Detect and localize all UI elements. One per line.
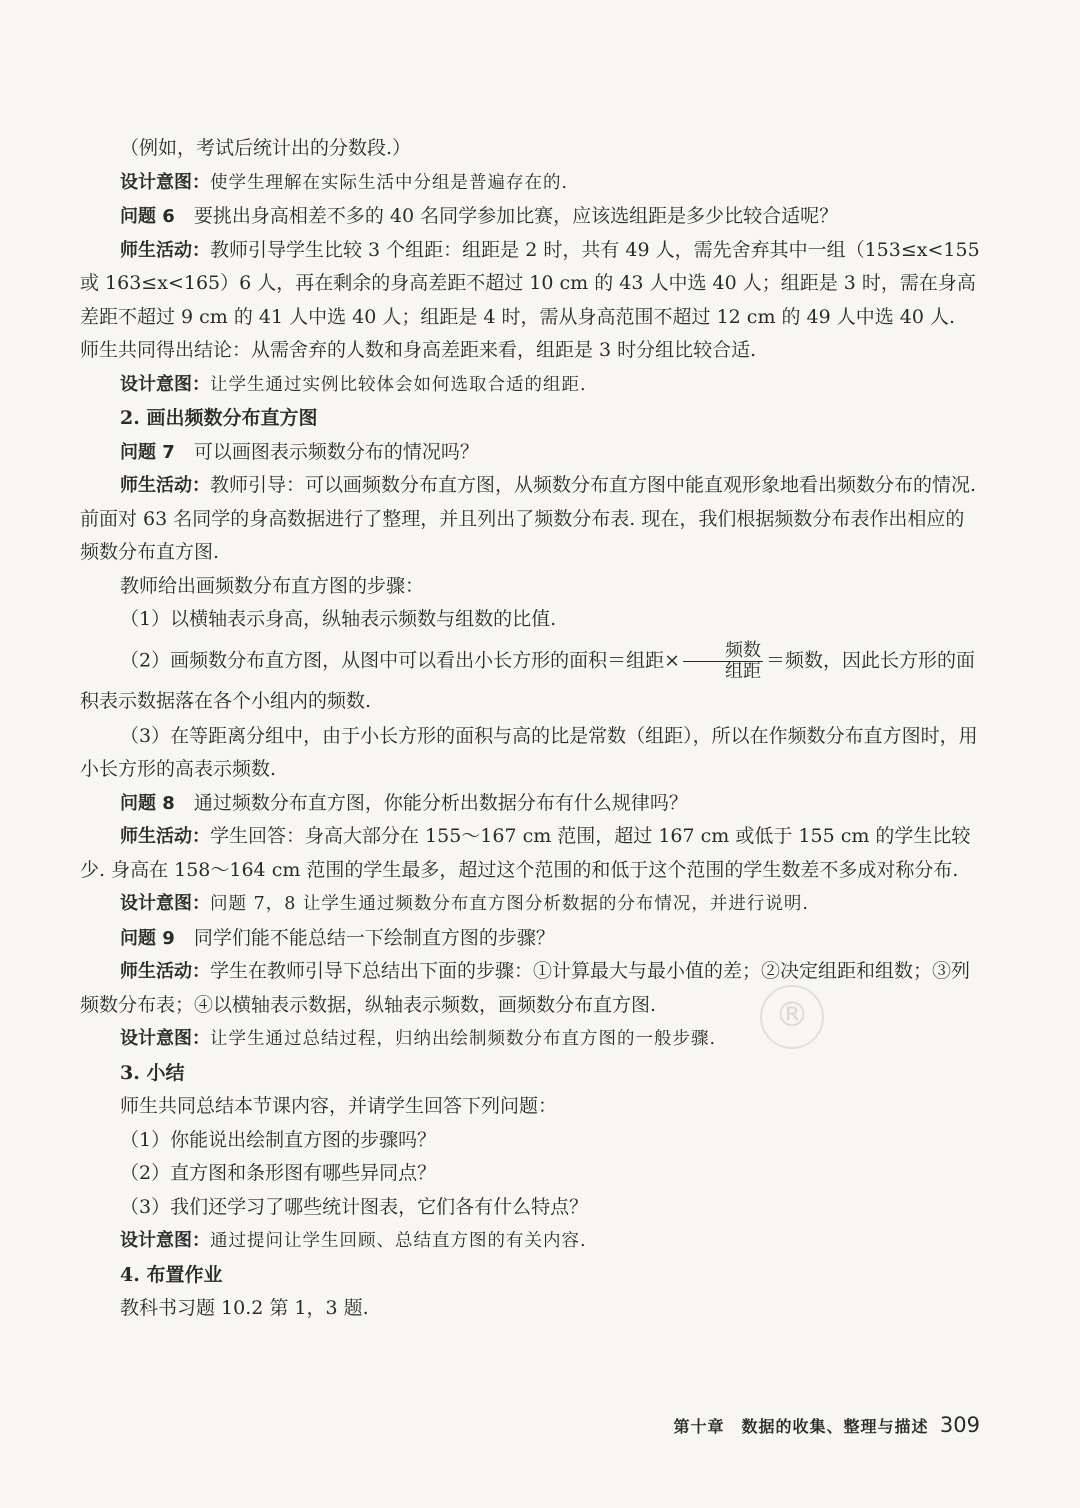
label: 师生活动： [120, 475, 210, 496]
section-heading: 2. 画出频数分布直方图 [120, 407, 318, 429]
text: （例如，考试后统计出的分数段.） [120, 137, 412, 159]
label: 师生活动： [120, 961, 210, 982]
label: 师生活动： [120, 826, 210, 847]
step-3: （3）在等距离分组中，由于小长方形的面积与高的比是常数（组距），所以在作频数分布直方图时，用小长方形的高表示频数. [80, 724, 978, 780]
text: 可以画图表示频数分布的情况吗？ [193, 440, 479, 463]
question-7 [80, 436, 980, 470]
paragraph: 教师给出画频数分布直方图的步骤： [120, 574, 425, 597]
text: ＝频数，因此长方形的面积表示数据落在各个小组内的频数. [80, 649, 976, 712]
label: 设计意图： [120, 1230, 210, 1251]
fraction-numerator: 频数 [683, 641, 763, 662]
design-intent [80, 1224, 980, 1259]
label: 问题 6 [120, 206, 175, 227]
text: 问题 7，8 让学生通过频数分布直方图分析数据的分布情况，并进行说明. [210, 894, 809, 914]
activity [80, 955, 980, 1022]
section-heading: 4. 布置作业 [120, 1263, 223, 1286]
paragraph: 师生共同总结本节课内容，并请学生回答下列问题： [120, 1095, 558, 1117]
label: 设计意图： [120, 373, 210, 395]
activity [80, 469, 980, 570]
text: 学生回答：身高大部分在 155～167 cm 范围，超过 167 cm 或低于 155 cm 的学生比较少. 身高在 158～164 cm 范围的学生最多，超过这个范围的和低于这个范围的学生数差不多成对称分布. [80, 825, 971, 881]
step-2 [80, 641, 980, 720]
text: 使学生理解在实际生活中分组是普遍存在的. [210, 172, 569, 193]
fraction [683, 641, 763, 682]
homework: 教科书习题 10.2 第 1，3 题. [120, 1297, 369, 1319]
text: 通过频数分布直方图，你能分析出数据分布有什么规律吗？ [193, 791, 688, 814]
paragraph [80, 132, 980, 166]
text: 让学生通过实例比较体会如何选取合适的组距. [210, 374, 587, 395]
activity [80, 234, 980, 368]
design-intent [80, 1022, 980, 1057]
summary-question: （2）直方图和条形图有哪些异同点？ [120, 1162, 437, 1184]
question-6 [80, 200, 980, 234]
text: 同学们能不能总结一下绘制直方图的步骤？ [193, 926, 555, 949]
text: （2）画频数分布直方图，从图中可以看出小长方形的面积＝组距× [120, 649, 681, 671]
question-9 [80, 922, 980, 956]
text: 教师引导：可以画频数分布直方图，从频数分布直方图中能直观形象地看出频数分布的情况. 前面对 63 名同学的身高数据进行了整理，并且列出了频数分布表. 现在，我们根据频数分布表作出相应的频数分布直方图. [80, 474, 977, 563]
step-1: （1）以横轴表示身高，纵轴表示频数与组数的比值. [120, 608, 557, 630]
summary-question: （3）我们还学习了哪些统计图表，它们各有什么特点？ [120, 1195, 589, 1218]
page-footer [600, 1413, 980, 1437]
section-heading: 3. 小结 [120, 1061, 185, 1084]
design-intent [80, 887, 980, 922]
design-intent [80, 368, 980, 403]
text: 让学生通过总结过程，归纳出绘制频数分布直方图的一般步骤. [210, 1029, 717, 1049]
label: 问题 9 [120, 927, 175, 949]
page-number: 309 [939, 1413, 980, 1437]
label: 师生活动： [120, 239, 210, 261]
text: 学生在教师引导下总结出下面的步骤：①计算最大与最小值的差；②决定组距和组数；③列频数分布表；④以横轴表示数据，纵轴表示频数，画频数分布直方图. [80, 960, 971, 1016]
text: 教师引导学生比较 3 个组距：组距是 2 时，共有 49 人，需先舍弃其中一组（153≤x<155 或 163≤x<165）6 人，再在剩余的身高差距不超过 10 cm 的 43 人中选 40 人；组距是 3 时，需在身高差距不超过 9 cm 的 41 人中选 40 人；组距是 4 时，需从身高范围不超过 12 cm 的 49 人中选 40 人. 师生共同得出结论：从需舍弃的人数和身高差距来看，组距是 3 时分组比较合适. [80, 238, 980, 361]
page-body [80, 132, 980, 1326]
chapter-title: 第十章 数据的收集、整理与描述 [673, 1417, 929, 1436]
summary-question: （1）你能说出绘制直方图的步骤吗？ [120, 1128, 437, 1151]
activity [80, 820, 980, 887]
registered-mark-icon: ® [760, 985, 824, 1049]
label: 设计意图： [120, 893, 210, 914]
question-8 [80, 787, 980, 821]
label: 问题 8 [120, 792, 175, 814]
label: 设计意图： [120, 1028, 210, 1049]
label: 问题 7 [120, 441, 175, 463]
design-intent [80, 166, 980, 201]
fraction-denominator: 组距 [725, 660, 762, 682]
text: 要挑出身高相差不多的 40 名同学参加比赛，应该选组距是多少比较合适呢？ [193, 205, 839, 227]
label: 设计意图： [120, 171, 210, 193]
text: 通过提问让学生回顾、总结直方图的有关内容. [210, 1231, 587, 1251]
